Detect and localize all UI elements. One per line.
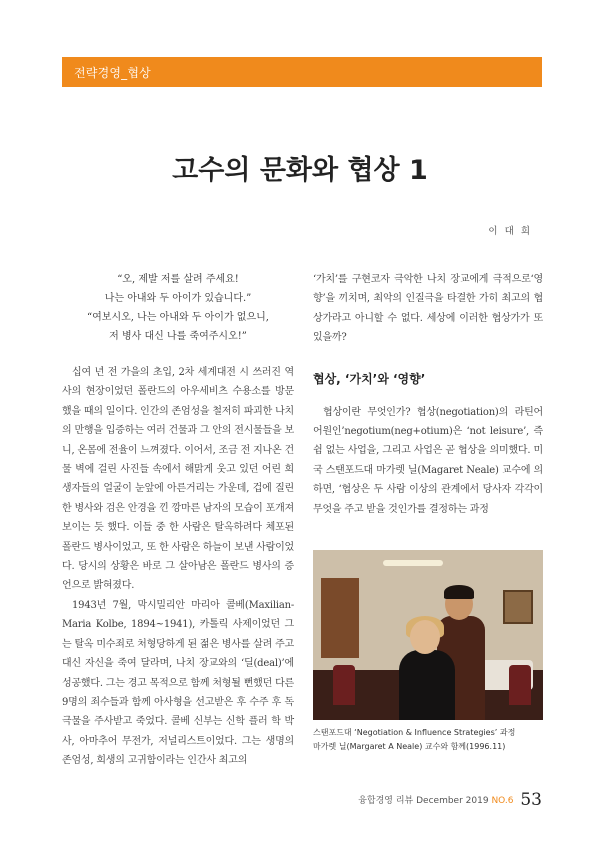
article-author: 이 대 희 — [488, 226, 532, 237]
photo-chair — [333, 665, 355, 705]
issue-number: NO.6 — [491, 796, 514, 806]
quote-line: “오, 제발 저를 살려 주세요! — [117, 274, 239, 285]
quote-line: 저 병사 대신 나를 죽여주시오!” — [109, 331, 247, 342]
article-title: 고수의 문화와 협상 1 — [172, 155, 428, 186]
left-column — [62, 270, 294, 771]
magazine-name: 융합경영 리뷰 — [358, 796, 414, 806]
caption-line: 스탠포드대 ‘Negotiation & Influence Strategies’ 과정 — [313, 728, 516, 737]
body-paragraph: 1943년 7월, 막시밀리안 마리아 콜베(Maxilian-Maria Kolbe, 1894~1941), 카톨릭 사제이었던 그는 탈옥 미수죄로 처형당하게 된 젊은 병사를 살려 주고 대신 자신을 죽여 달라며, 나치 장교와의 ‘딜(deal)’에 성공했다. 그는 경고 목적으로 함께 처형될 뻔했던 다른 9명의 죄수들과 함께 아사형을 선고받은 후 수주 후 독극물을 주사받고 죽었다. 콜베 신부는 신학 플러 학 박사, 아마추어 무전가, 저널리스트이었다. 그는 생명의 존엄성, 희생의 고귀함이라는 인간사 최고의 — [62, 599, 294, 767]
article-photo — [313, 550, 543, 720]
opening-quote — [62, 270, 294, 346]
body-paragraph: 십여 년 전 가을의 초입, 2차 세계대전 시 쓰러진 역사의 현장이었던 폴란드의 아우세비츠 수용소를 방문했을 때의 일이다. 인간의 존엄성을 철저히 파괴한 나치의 만행을 입증하는 여러 건물과 그 안의 전시물들을 보니, 온몸에 전율이 느껴졌다. 이어서, 조금 전 지나온 건물 벽에 걸린 사진들 속에서 해맑게 웃고 있던 어린 희생자들의 얼굴이 눈앞에 아른거리는 가운데, 겁에 질린 한 병사와 검은 안경을 낀 깡마른 남자의 모습이 포개져 보이는 듯 했다. 이들 중 한 사람은 탈옥하려다 체포된 폴란드 병사이었고, 또 한 사람은 하늘이 보낸 사람이었다. 당시의 상황은 바로 그 살아남은 폴란드 병사의 증언으로 밝혀졌다. — [62, 367, 294, 592]
photo-wall-frame — [503, 590, 533, 624]
page-footer — [358, 790, 542, 810]
photo-door — [321, 578, 359, 658]
photo-man-hair — [444, 585, 474, 599]
section-subheading: 협상, ‘가치’와 ‘영향’ — [313, 371, 426, 386]
right-column — [313, 270, 543, 519]
quote-line: “여보시오, 나는 아내와 두 아이가 없으니, — [87, 312, 269, 323]
body-paragraph: ‘가치’를 구현코자 극악한 나치 장교에게 극적으로‘영향’을 끼치며, 최악의 인질극을 타결한 가히 최고의 협상가라고 아니할 수 없다. 세상에 이러한 협상가가 또 있을까? — [313, 274, 543, 344]
body-paragraph: 협상이란 무엇인가? 협상(negotiation)의 라틴어 어원인’negotium(neg+otium)은 ‘not leisure’, 즉 쉼 없는 사업을, 그리고 사업은 곧 협상을 의미했다. 미국 스탠포드대 마가렛 닐(Magaret Neale) 교수에 의하면, ‘협상은 두 사람 이상의 관계에서 당사자 각각이 무엇을 주고 받을 것인가를 결정하는 과정 — [313, 406, 543, 515]
quote-line: 나는 아내와 두 아이가 있습니다.” — [104, 293, 252, 304]
photo-woman-body — [399, 650, 455, 720]
caption-line: 마가렛 닐(Margaret A Neale) 교수와 함께(1996.11) — [313, 742, 506, 751]
photo-caption — [313, 726, 553, 754]
photo-woman-head — [410, 620, 440, 654]
section-label: 전략경영_협상 — [74, 66, 151, 80]
page-top — [0, 0, 600, 34]
page-number: 53 — [520, 790, 542, 810]
photo-ceiling-lamp — [383, 560, 443, 566]
photo-chair — [509, 665, 531, 705]
issue-month: December 2019 — [416, 796, 489, 806]
